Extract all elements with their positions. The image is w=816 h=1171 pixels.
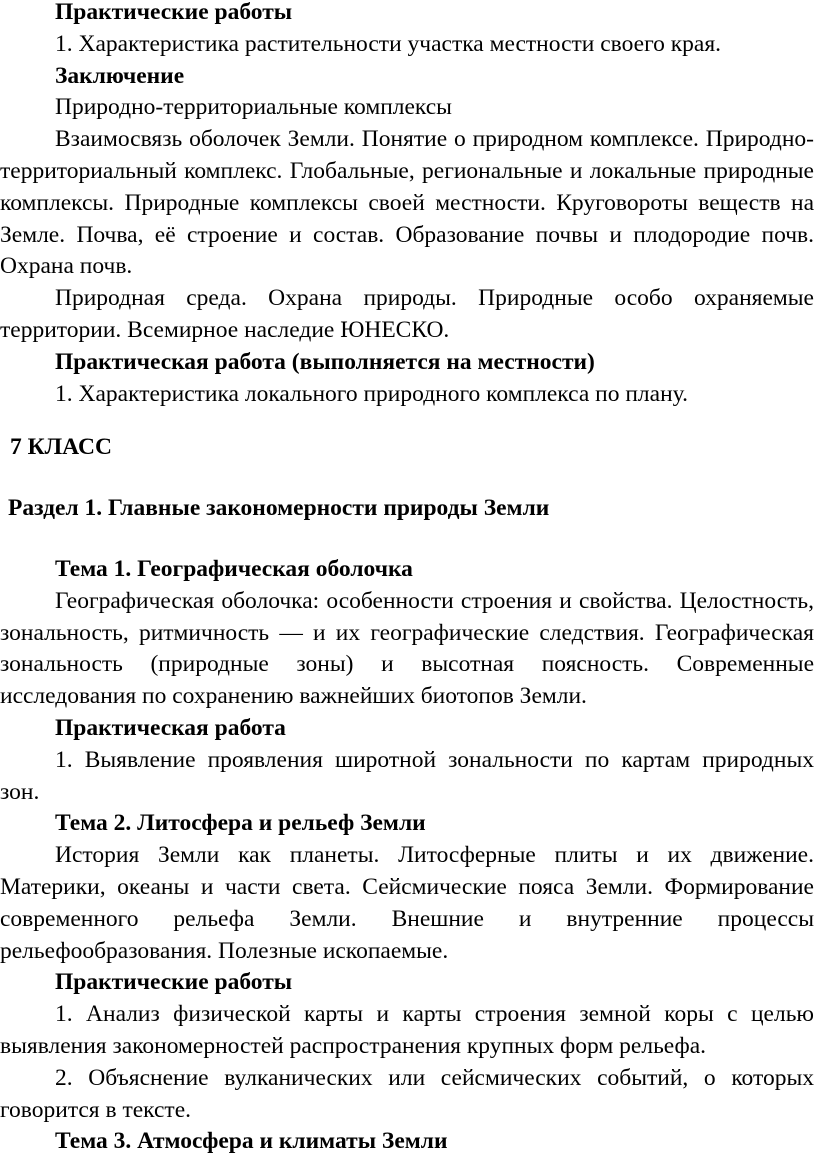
spacer: [0, 464, 814, 493]
practical-work-item: 1. Характеристика растительности участка местности своего края.: [55, 30, 722, 57]
paragraph-body: Взаимосвязь оболочек Земли. Понятие о природном комплексе. Природно-территориальный комплекс. Глобальные, региональные и локальные природные комплексы. Природные комплексы своей местности. Круговороты веществ на Земле. Почва, её строение и состав. Образование почвы и плодородие почв. Охрана почв.: [0, 126, 814, 280]
practical-work-item: 1. Характеристика локального природного комплекса по плану.: [55, 380, 688, 407]
section-heading-practical-works: Практические работы: [55, 0, 293, 25]
grade-heading: 7 КЛАСС: [10, 434, 112, 461]
spacer: [0, 410, 814, 432]
section-heading-practical-work-field: Практическая работа (выполняется на местности): [55, 348, 595, 375]
section-heading-practical-works: Практические работы: [55, 969, 293, 996]
paragraph-body: Географическая оболочка: особенности строения и свойства. Целостность, зональность, ритмичность — и их географические следствия. Географическая зональность (природные зоны) и высотная поясность. Современные исследования по сохранению важнейших биотопов Земли.: [0, 587, 814, 710]
practical-work-item: 2. Объяснение вулканических или сейсмических событий, о которых говорится в тексте.: [0, 1064, 814, 1123]
practical-work-item: 1. Выявление проявления широтной зональности по картам природных зон.: [0, 746, 814, 805]
paragraph-body: Природная среда. Охрана природы. Природные особо охраняемые территории. Всемирное наследие ЮНЕСКО.: [0, 285, 814, 343]
topic-heading: Тема 3. Атмосфера и климаты Земли: [55, 1128, 448, 1155]
section-heading-practical-work: Практическая работа: [55, 714, 286, 741]
spacer: [0, 525, 814, 554]
section-heading-conclusion: Заключение: [55, 62, 185, 89]
topic-heading: Тема 1. Географическая оболочка: [55, 555, 413, 582]
topic-heading: Тема 2. Литосфера и рельеф Земли: [55, 810, 426, 837]
paragraph-subtitle: Природно-территориальные комплексы: [55, 94, 452, 121]
section-heading-chapter: Раздел 1. Главные закономерности природы Земли: [8, 495, 550, 522]
paragraph-body: История Земли как планеты. Литосферные плиты и их движение. Материки, океаны и части света. Сейсмические пояса Земли. Формирование современного рельефа Земли. Внешние и внутренние процессы рельефообразования. Полезные ископаемые.: [0, 842, 814, 964]
practical-work-item: 1. Анализ физической карты и карты строения земной коры с целью выявления закономерностей распространения крупных форм рельефа.: [0, 1001, 814, 1059]
